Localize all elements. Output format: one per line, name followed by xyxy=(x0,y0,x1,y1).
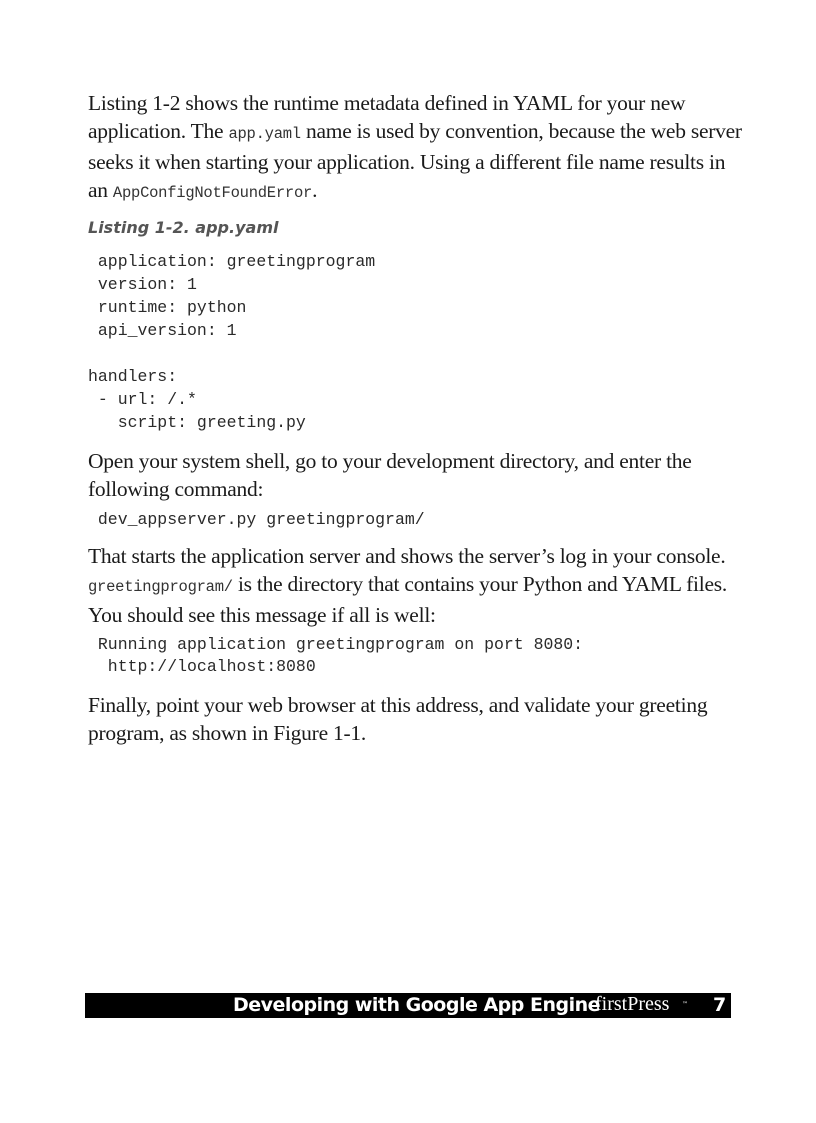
paragraph-intro: Listing 1-2 shows the runtime metadata defined in YAML for your new application. The app.yaml name is used by convention, because the web server seeks it when starting your application. Using a different file name results in an AppConfigNotFoundError. xyxy=(88,91,742,202)
code-line: - url: /.* xyxy=(88,390,197,409)
inline-code-error: AppConfigNotFoundError xyxy=(112,184,313,202)
inline-code-directory: greetingprogram/ xyxy=(88,578,233,596)
footer-brand: firstPress xyxy=(595,993,670,1015)
paragraph-finally: Finally, point your web browser at this address, and validate your greeting program, as shown in Figure 1-1. xyxy=(88,693,708,745)
code-line: application: greetingprogram xyxy=(88,252,376,271)
footer-trademark: ™ xyxy=(682,1001,688,1008)
code-line: api_version: 1 xyxy=(88,321,237,340)
code-line: handlers: xyxy=(88,367,178,386)
page-number: 7 xyxy=(713,994,727,1016)
code-line: version: 1 xyxy=(88,275,197,294)
code-command: dev_appserver.py greetingprogram/ xyxy=(88,510,425,529)
paragraph-server-log: That starts the application server and shows the server’s log in your console. greetingprogram/ is the directory that contains your Python and YAML files. You should see this message if all is well: xyxy=(88,544,728,627)
footer-book-title: Developing with Google App Engine xyxy=(233,994,601,1016)
inline-code-app-yaml: app.yaml xyxy=(228,125,301,143)
paragraph-open-shell: Open your system shell, go to your development directory, and enter the following command: xyxy=(88,449,692,501)
code-line: runtime: python xyxy=(88,298,247,317)
page-footer xyxy=(85,993,731,1018)
code-line: http://localhost:8080 xyxy=(88,657,316,676)
code-line: Running application greetingprogram on port 8080: xyxy=(88,635,584,654)
code-line: script: greeting.py xyxy=(88,413,306,432)
listing-caption: Listing 1-2. app.yaml xyxy=(88,218,279,237)
